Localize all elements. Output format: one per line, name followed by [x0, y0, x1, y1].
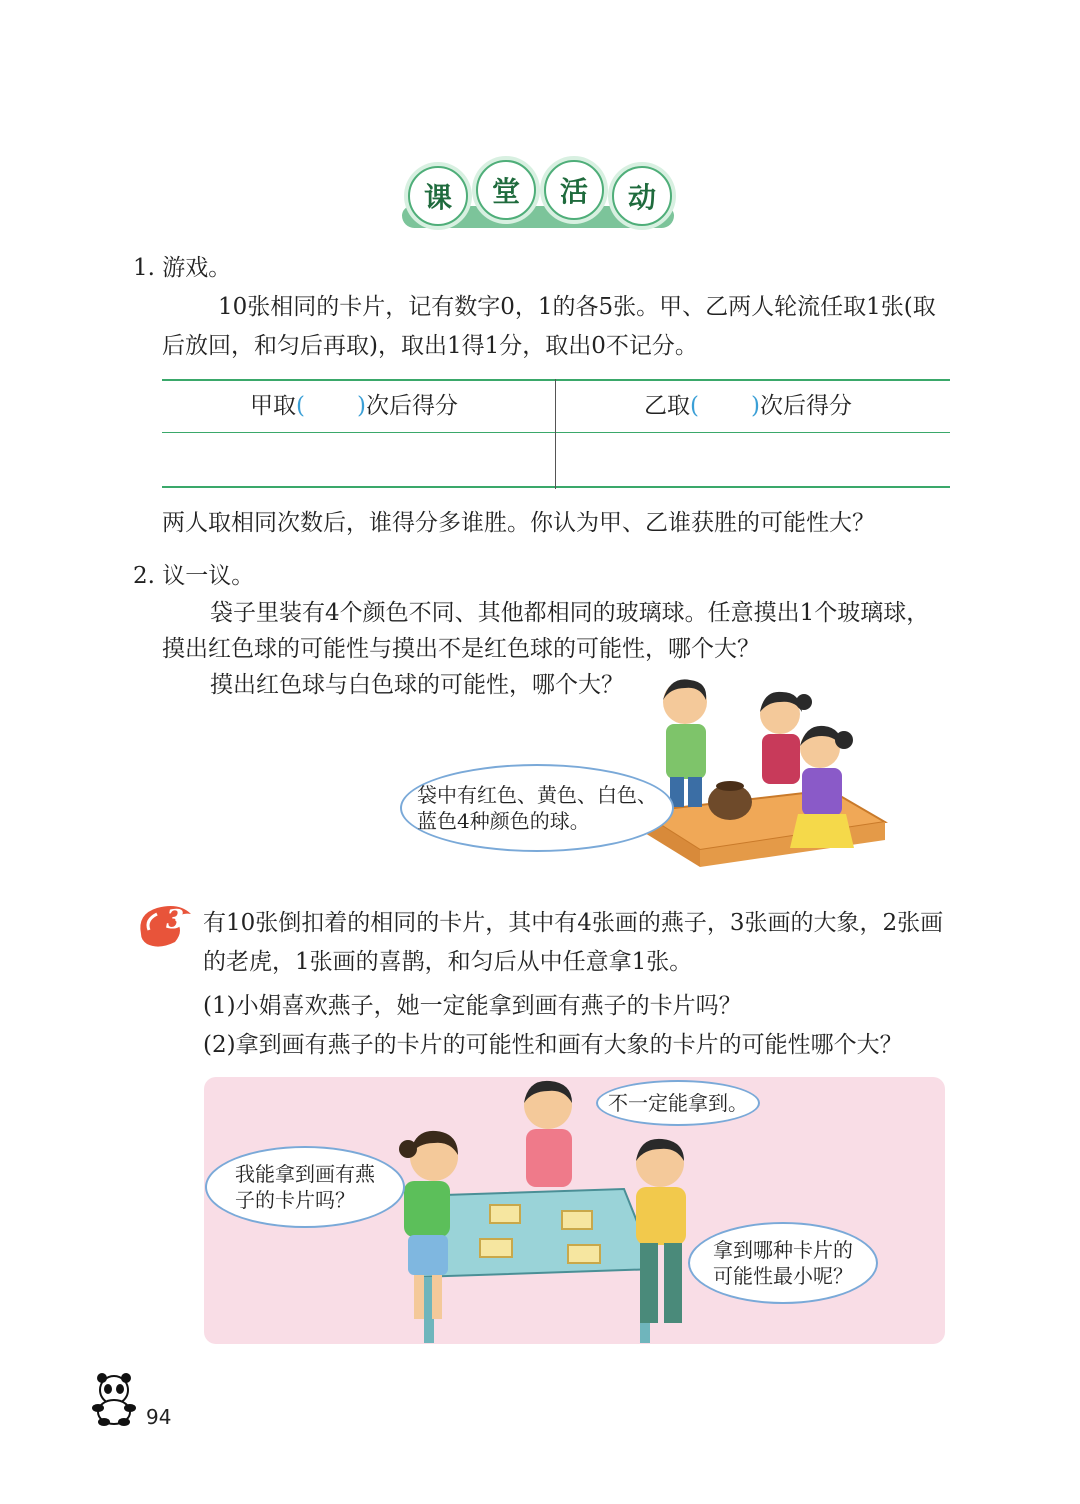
speech-bubble-least-likely: 拿到哪种卡片的 可能性最小呢？: [688, 1222, 878, 1304]
section3-paragraph-line: 的老虎，1张画的喜鹊，和匀后从中任意拿1张。: [203, 949, 693, 975]
section3-question-1: (1)小娟喜欢燕子，她一定能拿到画有燕子的卡片吗？: [203, 993, 742, 1019]
activity1-heading: 1. 游戏。: [133, 255, 232, 281]
banner-char: 堂: [476, 160, 536, 220]
table-bottom-rule: [162, 486, 950, 488]
table-divider: [555, 379, 556, 489]
table-mid-rule: [162, 432, 950, 433]
activity2-paragraph-line: 摸出红色球的可能性与摸出不是红色球的可能性，哪个大？: [162, 636, 760, 662]
activity1-question: 两人取相同次数后，谁得分多谁胜。你认为甲、乙谁获胜的可能性大？: [162, 510, 875, 536]
page-number: 94: [146, 1405, 172, 1429]
class-activity-banner: [400, 160, 676, 238]
activity1-paragraph-line: 后放回，和匀后再取)，取出1得1分，取出0不记分。: [162, 333, 698, 359]
score-table: [162, 379, 950, 489]
table-top-rule: [162, 379, 950, 381]
section3-paragraph-line: 有10张倒扣着的相同的卡片，其中有4张画的燕子，3张画的大象，2张画: [203, 910, 944, 936]
banner-char: 动: [612, 166, 672, 226]
section-3-number: 3: [166, 905, 185, 935]
section3-question-2: (2)拿到画有燕子的卡片的可能性和画有大象的卡片的可能性哪个大？: [203, 1032, 903, 1058]
children-table-illustration: [630, 672, 890, 872]
activity2-heading: 2. 议一议。: [133, 563, 255, 589]
table-header-jia: 甲取( )次后得分: [250, 393, 458, 419]
table-header-yi: 乙取( )次后得分: [644, 393, 852, 419]
activity1-paragraph-line: 10张相同的卡片，记有数字0，1的各5张。甲、乙两人轮流任取1张(取: [218, 294, 936, 320]
activity2-paragraph-line: 摸出红色球与白色球的可能性，哪个大？: [210, 672, 624, 698]
activity2-paragraph-line: 袋子里装有4个颜色不同、其他都相同的玻璃球。任意摸出1个玻璃球，: [210, 600, 930, 626]
panda-icon: [90, 1372, 140, 1428]
speech-bubble-not-certain: 不一定能拿到。: [596, 1080, 760, 1126]
banner-char: 活: [544, 160, 604, 220]
speech-bubble-colors: 袋中有红色、黄色、白色、 蓝色4种颜色的球。: [400, 764, 674, 852]
speech-bubble-can-i-get: 我能拿到画有燕 子的卡片吗？: [205, 1146, 405, 1228]
banner-char: 课: [408, 166, 468, 226]
